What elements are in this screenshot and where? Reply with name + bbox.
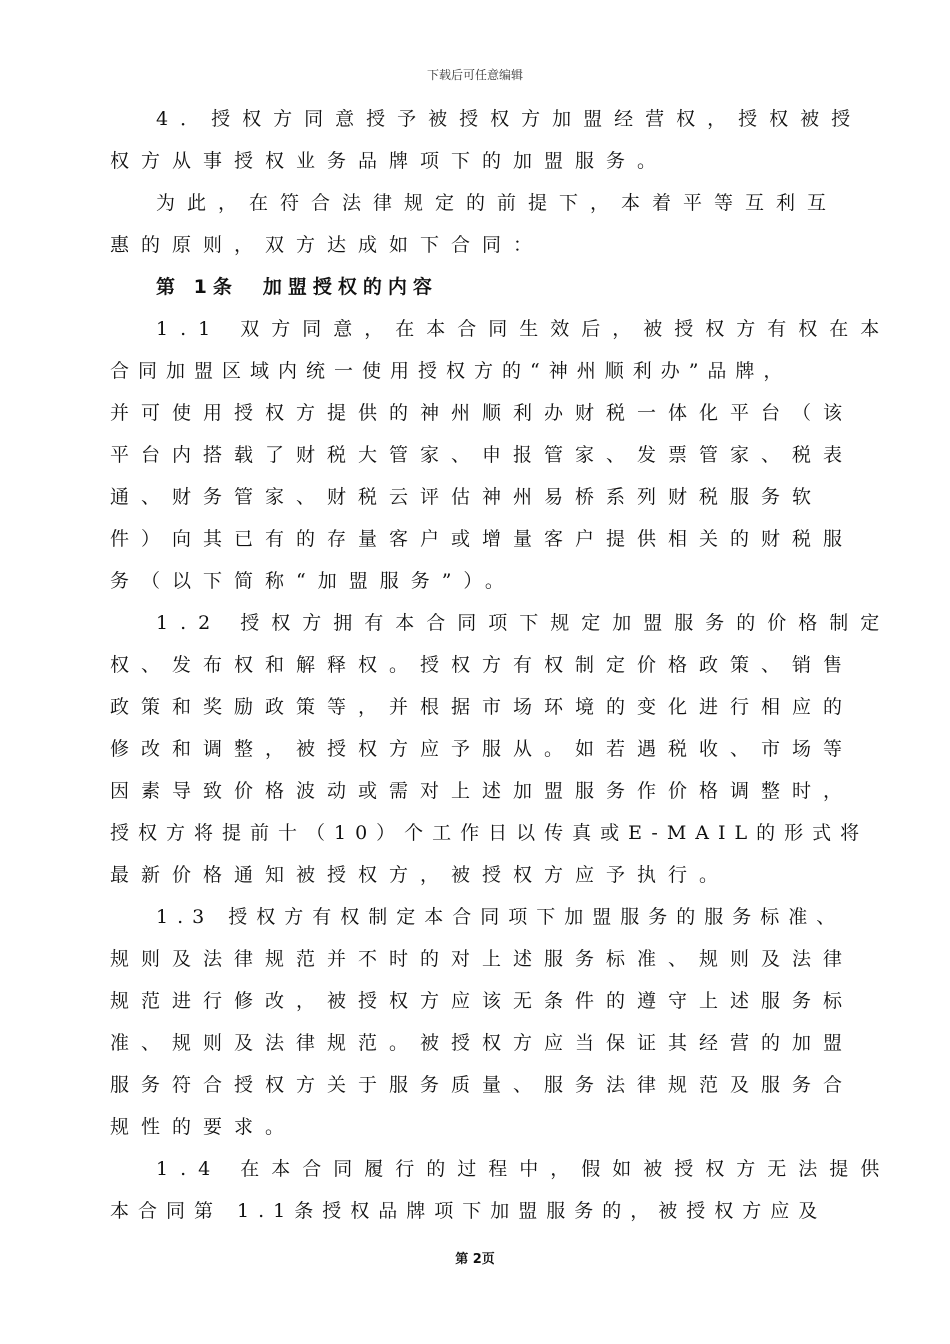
paragraph-line: 件）向其已有的存量客户或增量客户提供相关的财税服 bbox=[110, 528, 855, 550]
paragraph-line: 平台内搭载了财税大管家、申报管家、发票管家、税表 bbox=[110, 444, 855, 466]
paragraph-line: 1.4 在本合同履行的过程中，假如被授权方无法提供 bbox=[156, 1158, 892, 1180]
paragraph-line: 1.3 授权方有权制定本合同项下加盟服务的服务标准、 bbox=[156, 906, 845, 928]
paragraph-line: 规性的要求。 bbox=[110, 1116, 297, 1138]
paragraph-line: 最新价格通知被授权方，被授权方应予执行。 bbox=[110, 864, 731, 886]
document-body bbox=[110, 98, 892, 1232]
paragraph-line: 准、规则及法律规范。被授权方应当保证其经营的加盟 bbox=[110, 1032, 855, 1054]
paragraph-line: 规范进行修改，被授权方应该无条件的遵守上述服务标 bbox=[110, 990, 855, 1012]
paragraph-line: 通、财务管家、财税云评估神州易桥系列财税服务软 bbox=[110, 486, 824, 508]
paragraph-line: 本合同第 1.1条授权品牌项下加盟服务的，被授权方应及 bbox=[110, 1200, 827, 1222]
page-number: 第 2页 bbox=[455, 1252, 495, 1267]
paragraph-line: 权方从事授权业务品牌项下的加盟服务。 bbox=[110, 150, 669, 172]
paragraph-line: 务（以下简称“加盟服务”）。 bbox=[110, 570, 516, 592]
paragraph-line: 修改和调整，被授权方应予服从。如若遇税收、市场等 bbox=[110, 738, 855, 760]
paragraph-line: 为此，在符合法律规定的前提下，本着平等互利互 bbox=[156, 192, 839, 214]
paragraph-line: 因素导致价格波动或需对上述加盟服务作价格调整时， bbox=[110, 780, 855, 802]
paragraph-line: 权、发布权和解释权。授权方有权制定价格政策、销售 bbox=[110, 654, 855, 676]
paragraph-line: 1.2 授权方拥有本合同项下规定加盟服务的价格制定 bbox=[156, 612, 892, 634]
page-header: 下载后可任意编辑 bbox=[426, 68, 523, 82]
section-heading: 第 1条 加盟授权的内容 bbox=[156, 276, 438, 298]
paragraph-line: 服务符合授权方关于服务质量、服务法律规范及服务合 bbox=[110, 1074, 855, 1096]
paragraph-line: 政策和奖励政策等，并根据市场环境的变化进行相应的 bbox=[110, 696, 855, 718]
paragraph-line: 惠的原则，双方达成如下合同： bbox=[110, 234, 545, 256]
paragraph-line: 并可使用授权方提供的神州顺利办财税一体化平台（该 bbox=[110, 402, 855, 424]
paragraph-line: 4．授权方同意授予被授权方加盟经营权，授权被授 bbox=[156, 108, 863, 130]
paragraph-line: 授权方将提前十（10）个工作日以传真或E-MAIL的形式将 bbox=[110, 822, 869, 844]
paragraph-line: 合同加盟区域内统一使用授权方的“神州顺利办”品牌， bbox=[110, 360, 792, 382]
paragraph-line: 1.1 双方同意，在本合同生效后，被授权方有权在本 bbox=[156, 318, 892, 340]
paragraph-line: 规则及法律规范并不时的对上述服务标准、规则及法律 bbox=[110, 948, 855, 970]
